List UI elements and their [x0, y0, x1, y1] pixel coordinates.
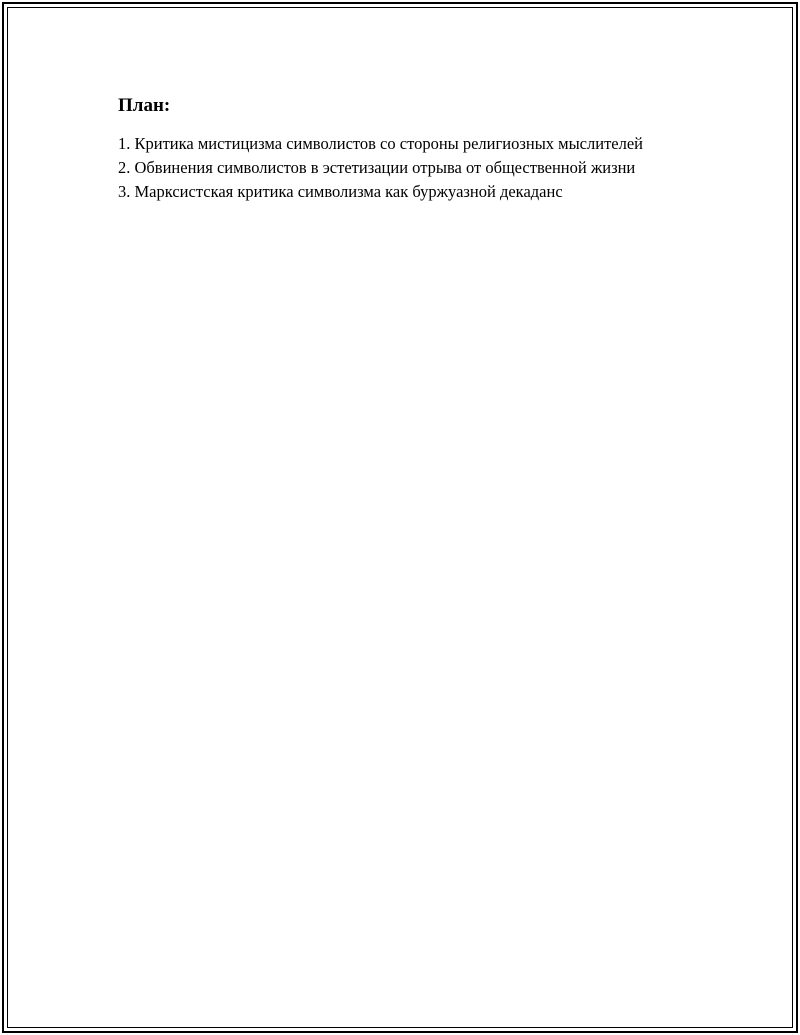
- plan-list: [118, 132, 658, 204]
- plan-item-1: 1. Критика мистицизма символистов со стороны религиозных мыслителей: [118, 134, 643, 153]
- plan-heading: План:: [118, 95, 171, 116]
- plan-item-2: 2. Обвинения символистов в эстетизации отрыва от общественной жизни: [118, 158, 636, 177]
- plan-item-3: 3. Марксистская критика символизма как буржуазной декаданс: [118, 182, 563, 201]
- page-content: [118, 94, 658, 204]
